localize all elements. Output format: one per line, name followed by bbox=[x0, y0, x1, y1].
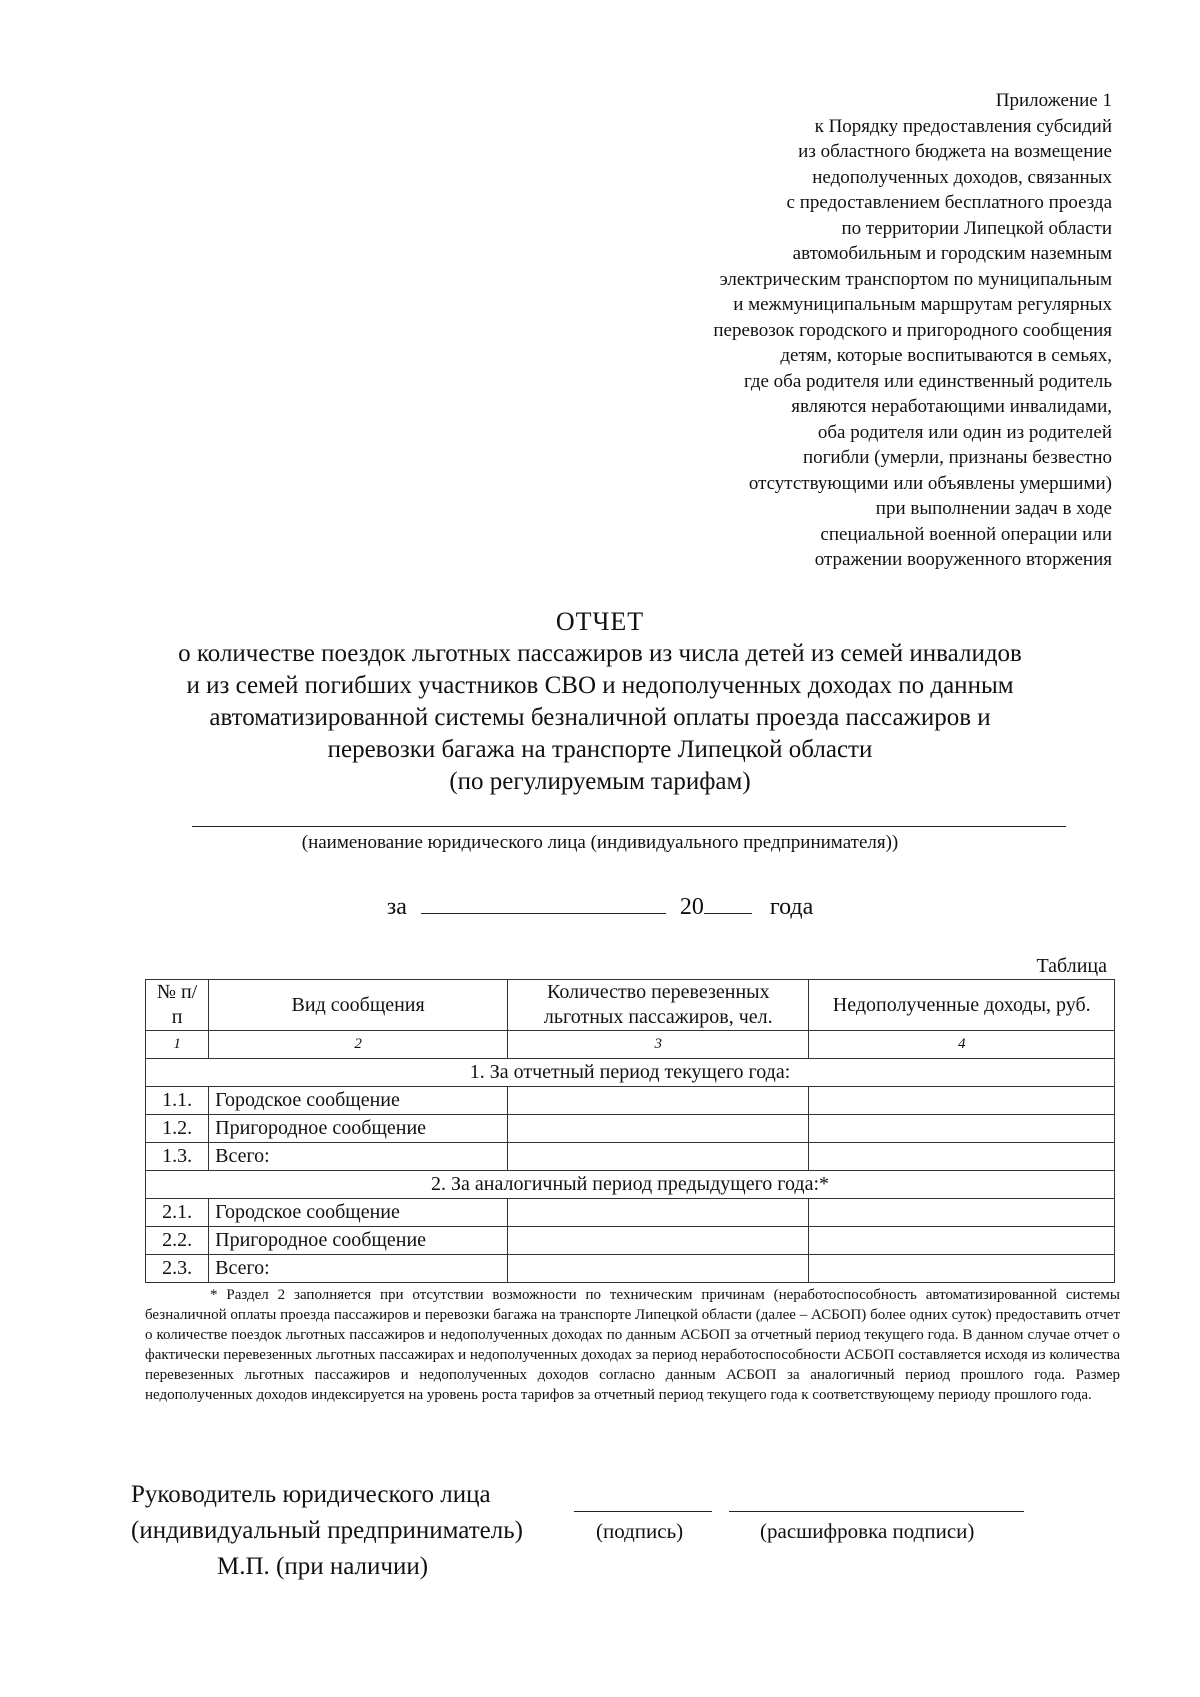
column-number: 1 bbox=[146, 1031, 209, 1059]
appendix-line: отсутствующими или объявлены умершими) bbox=[748, 472, 1112, 494]
row-route-type: Городское сообщение bbox=[209, 1199, 508, 1227]
row-route-type: Городское сообщение bbox=[209, 1087, 508, 1115]
row-route-type: Пригородное сообщение bbox=[209, 1227, 508, 1255]
lost-income-cell[interactable] bbox=[809, 1255, 1115, 1283]
column-number: 2 bbox=[209, 1031, 508, 1059]
organization-name-blank[interactable] bbox=[192, 826, 1066, 827]
subtitle-line: перевозки багажа на транспорте Липецкой области bbox=[327, 736, 873, 763]
appendix-line: перевозок городского и пригородного сообщения bbox=[713, 319, 1112, 341]
lost-income-cell[interactable] bbox=[809, 1227, 1115, 1255]
table-header-row bbox=[146, 980, 1115, 1031]
column-number: 4 bbox=[809, 1031, 1115, 1059]
period-prefix: за bbox=[386, 894, 407, 920]
passengers-cell[interactable] bbox=[508, 1115, 809, 1143]
section-title: 1. За отчетный период текущего года: bbox=[146, 1059, 1115, 1087]
signatory-subtitle: (индивидуальный предприниматель) bbox=[131, 1517, 523, 1544]
passengers-cell[interactable] bbox=[508, 1199, 809, 1227]
year-prefix: 20 bbox=[679, 894, 704, 920]
section-row bbox=[146, 1059, 1115, 1087]
appendix-line: автомобильным и городским наземным bbox=[792, 243, 1112, 264]
header-passengers: Количество перевезенных льготных пассажиров, чел. bbox=[508, 980, 809, 1031]
subtitle-line: и из семей погибших участников СВО и недополученных доходах по данным bbox=[186, 672, 1014, 699]
appendix-line: электрическим транспортом по муниципальным bbox=[719, 268, 1112, 290]
signature-decode-caption: (расшифровка подписи) bbox=[760, 1519, 975, 1543]
appendix-line: с предоставлением бесплатного проезда bbox=[786, 192, 1112, 213]
passengers-cell[interactable] bbox=[508, 1087, 809, 1115]
section-row bbox=[146, 1171, 1115, 1199]
appendix-line: отражении вооруженного вторжения bbox=[814, 549, 1112, 570]
appendix-line: оба родителя или один из родителей bbox=[817, 421, 1112, 443]
row-route-type: Всего: bbox=[209, 1143, 508, 1171]
row-route-type: Пригородное сообщение bbox=[209, 1115, 508, 1143]
subtitle-line: о количестве поездок льготных пассажиров из числа детей из семей инвалидов bbox=[178, 640, 1022, 667]
header-lost-income: Недополученные доходы, руб. bbox=[809, 980, 1115, 1031]
report-period bbox=[0, 893, 1200, 921]
lost-income-cell[interactable] bbox=[809, 1115, 1115, 1143]
appendix-line: где оба родителя или единственный родитель bbox=[743, 370, 1112, 392]
row-number: 1.1. bbox=[146, 1087, 209, 1115]
column-number-row bbox=[146, 1031, 1115, 1059]
lost-income-cell[interactable] bbox=[809, 1199, 1115, 1227]
table-row bbox=[146, 1199, 1115, 1227]
signatory-title: Руководитель юридического лица bbox=[131, 1481, 491, 1508]
period-blank[interactable] bbox=[421, 893, 666, 914]
row-number: 1.3. bbox=[146, 1143, 209, 1171]
passengers-cell[interactable] bbox=[508, 1255, 809, 1283]
appendix-line: к Порядку предоставления субсидий bbox=[814, 115, 1112, 137]
report-subtitle bbox=[0, 638, 1200, 798]
report-header bbox=[0, 606, 1200, 798]
appendix-line: детям, которые воспитываются в семьях, bbox=[780, 345, 1112, 366]
row-number: 2.2. bbox=[146, 1227, 209, 1255]
report-table bbox=[145, 979, 1115, 1283]
row-number: 2.3. bbox=[146, 1255, 209, 1283]
signature-decode-blank[interactable] bbox=[729, 1510, 1024, 1512]
table-caption: Таблица bbox=[1036, 955, 1107, 977]
appendix-line: являются неработающими инвалидами, bbox=[791, 396, 1112, 417]
passengers-cell[interactable] bbox=[508, 1227, 809, 1255]
appendix-line: и межмуниципальным маршрутам регулярных bbox=[733, 294, 1112, 315]
stamp-place: М.П. (при наличии) bbox=[217, 1553, 429, 1580]
table-row bbox=[146, 1143, 1115, 1171]
appendix-line: погибли (умерли, признаны безвестно bbox=[802, 447, 1112, 468]
row-number: 1.2. bbox=[146, 1115, 209, 1143]
table-footnote: * Раздел 2 заполняется при отсутствии возможности по техническим причинам (неработоспособность автоматизированной системы безналичной оплаты проезда пассажиров и перевозки багажа на транспорте Липецкой области (далее – АСБОП) более одних суток) предоставить отчет о количестве поездок льготных пассажиров и недополученных доходах по данным АСБОП за отчетный период текущего года. В данном случае отчет о фактически перевезенных льготных пассажирах и недополученных доходах за период неработоспособности АСБОП составляется исходя из количества перевезенных льготных пассажиров и недополученных доходов согласно данным АСБОП за аналогичный период прошлого года. Размер недополученных доходов индексируется на уровень роста тарифов за отчетный период текущего года к соответствующему периоду прошлого года. bbox=[145, 1287, 1120, 1403]
header-route-type: Вид сообщения bbox=[209, 980, 508, 1031]
row-number: 2.1. bbox=[146, 1199, 209, 1227]
table-row bbox=[146, 1087, 1115, 1115]
signature-caption: (подпись) bbox=[596, 1519, 684, 1543]
year-blank[interactable] bbox=[704, 893, 752, 914]
report-title: ОТЧЕТ bbox=[555, 607, 645, 636]
subtitle-line: (по регулируемым тарифам) bbox=[449, 768, 751, 795]
signature-blank[interactable] bbox=[574, 1510, 712, 1512]
appendix-line: по территории Липецкой области bbox=[841, 217, 1112, 239]
lost-income-cell[interactable] bbox=[809, 1143, 1115, 1171]
appendix-block bbox=[592, 88, 1112, 573]
appendix-line: Приложение 1 bbox=[995, 90, 1112, 111]
appendix-line: недополученных доходов, связанных bbox=[812, 166, 1112, 188]
organization-name-caption: (наименование юридического лица (индивидуального предпринимателя)) bbox=[301, 832, 899, 853]
appendix-line: из областного бюджета на возмещение bbox=[798, 141, 1112, 162]
table-row bbox=[146, 1227, 1115, 1255]
table-row bbox=[146, 1115, 1115, 1143]
table-row bbox=[146, 1255, 1115, 1283]
lost-income-cell[interactable] bbox=[809, 1087, 1115, 1115]
appendix-line: специальной военной операции или bbox=[820, 523, 1112, 545]
passengers-cell[interactable] bbox=[508, 1143, 809, 1171]
appendix-line: при выполнении задач в ходе bbox=[875, 498, 1112, 519]
section-title: 2. За аналогичный период предыдущего года:* bbox=[146, 1171, 1115, 1199]
period-suffix: года bbox=[769, 894, 814, 920]
column-number: 3 bbox=[508, 1031, 809, 1059]
row-route-type: Всего: bbox=[209, 1255, 508, 1283]
subtitle-line: автоматизированной системы безналичной оплаты проезда пассажиров и bbox=[209, 704, 991, 731]
header-number: № п/п bbox=[146, 980, 209, 1031]
